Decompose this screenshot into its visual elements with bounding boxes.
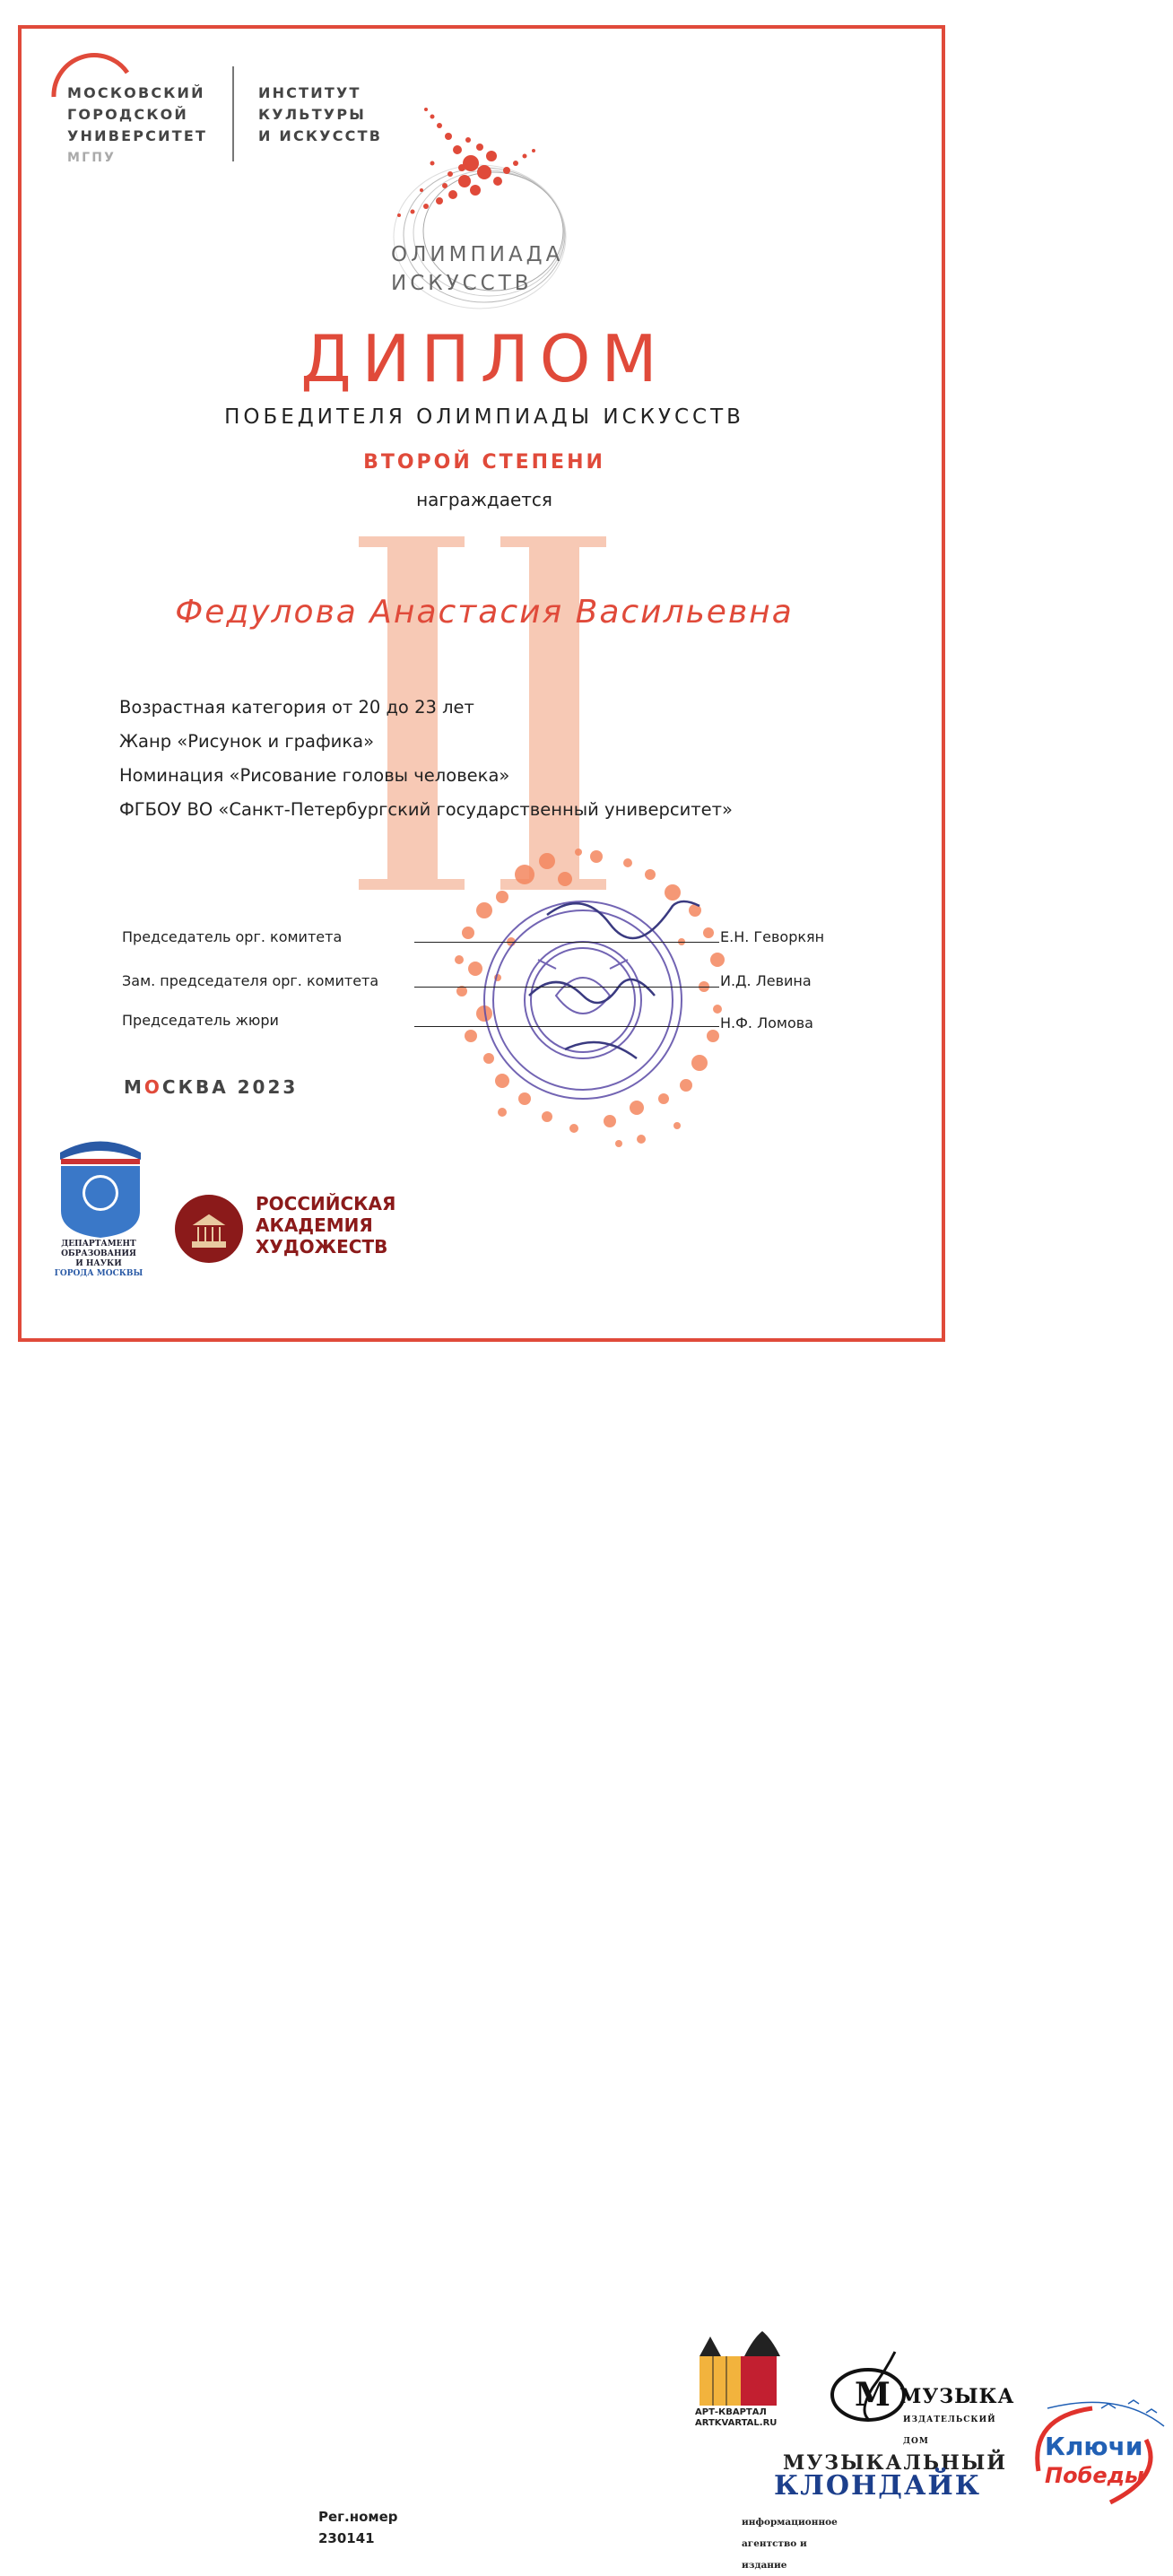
- olympiad-title: [391, 240, 563, 298]
- registration-number: Рег.номер 230141: [318, 2509, 398, 2546]
- klondike-main: КЛОНДАЙК: [774, 2470, 982, 2502]
- olympiad-line2: ИСКУССТВ: [391, 272, 533, 295]
- signature-line-deputy: [414, 987, 719, 988]
- awarded-label: награждается: [416, 489, 552, 510]
- diploma-degree: ВТОРОЙ СТЕПЕНИ: [363, 451, 605, 474]
- university-name: [67, 83, 207, 169]
- recipient-name: Федулова Анастасия Васильевна: [175, 594, 794, 631]
- svg-text:M: M: [855, 2376, 891, 2414]
- genre: Жанр «Рисунок и графика»: [119, 731, 375, 752]
- art-line1: АРТ-КВАРТАЛ: [695, 2407, 767, 2417]
- signature-name-chair: Е.Н. Геворкян: [720, 928, 825, 945]
- diploma-title: ДИПЛОМ: [300, 321, 668, 396]
- handwritten-signature: [529, 901, 699, 1058]
- signature-name-deputy: И.Д. Левина: [720, 972, 812, 989]
- keys-line2: Победы: [1045, 2463, 1144, 2488]
- klondike-sub: информационное агентство и издание: [742, 2517, 838, 2571]
- rah-line2: АКАДЕМИЯ: [256, 1214, 373, 1236]
- art-line2: ARTKVARTAL.RU: [695, 2418, 778, 2428]
- klondike-top: МУЗЫКАЛЬНЫЙ: [783, 2451, 1008, 2475]
- institute-line1: ИНСТИТУТ: [258, 84, 361, 101]
- age-category: Возрастная категория от 20 до 23 лет: [119, 697, 474, 718]
- signature-role-jury: Председатель жюри: [122, 1012, 279, 1029]
- art-kvartal-text: [695, 2407, 777, 2429]
- dept-line1: ДЕПАРТАМЕНТ: [61, 1240, 136, 1249]
- university-line1: МОСКОВСКИЙ: [67, 84, 205, 101]
- keys-line1: Ключи: [1045, 2432, 1143, 2461]
- stamp-decoration: [448, 843, 744, 1148]
- diploma-subtitle: ПОБЕДИТЕЛЯ ОЛИМПИАДЫ ИСКУССТВ: [224, 405, 744, 429]
- university-line2: ГОРОДСКОЙ: [67, 106, 188, 123]
- institution: ФГБОУ ВО «Санкт-Петербургский государственный университет»: [119, 799, 733, 820]
- dept-line3: И НАУКИ: [75, 1259, 122, 1268]
- signature-line-chair: [414, 942, 719, 943]
- nomination: Номинация «Рисование головы человека»: [119, 765, 510, 786]
- signature-role-deputy: Зам. председателя орг. комитета: [122, 972, 379, 989]
- dept-line2: ОБРАЗОВАНИЯ: [61, 1249, 136, 1258]
- dept-line4: ГОРОДА МОСКВЫ: [54, 1269, 143, 1278]
- university-line3: УНИВЕРСИТЕТ: [67, 127, 208, 144]
- university-abbr: МГПУ: [67, 151, 117, 165]
- rah-emblem: [173, 1193, 245, 1265]
- city-rest: СКВА 2023: [161, 1076, 299, 1098]
- rah-text: [256, 1193, 1144, 2571]
- city-o: О: [143, 1076, 162, 1098]
- institute-name: [258, 83, 382, 147]
- institute-line2: КУЛЬТУРЫ: [258, 106, 367, 123]
- muzyka-subtitle: ИЗДАТЕЛЬСКИЙ ДОМ: [903, 2415, 996, 2446]
- olympiad-line1: ОЛИМПИАДА: [391, 243, 564, 266]
- header-divider: [232, 66, 234, 161]
- signature-line-jury: [414, 1026, 719, 1027]
- signature-name-jury: Н.Ф. Ломова: [720, 1014, 813, 1031]
- institute-line3: И ИСКУССТВ: [258, 127, 383, 144]
- city-year: [124, 1076, 298, 1098]
- rah-line1: РОССИЙСКАЯ: [256, 1193, 396, 1214]
- muzyka-title: МУЗЫКА: [899, 2385, 1015, 2408]
- signature-role-chair: Председатель орг. комитета: [122, 928, 343, 945]
- award-details: [119, 691, 733, 827]
- rah-line3: ХУДОЖЕСТВ: [256, 1236, 388, 1258]
- dept-education-text: [49, 1240, 148, 1279]
- city-prefix: М: [124, 1076, 144, 1098]
